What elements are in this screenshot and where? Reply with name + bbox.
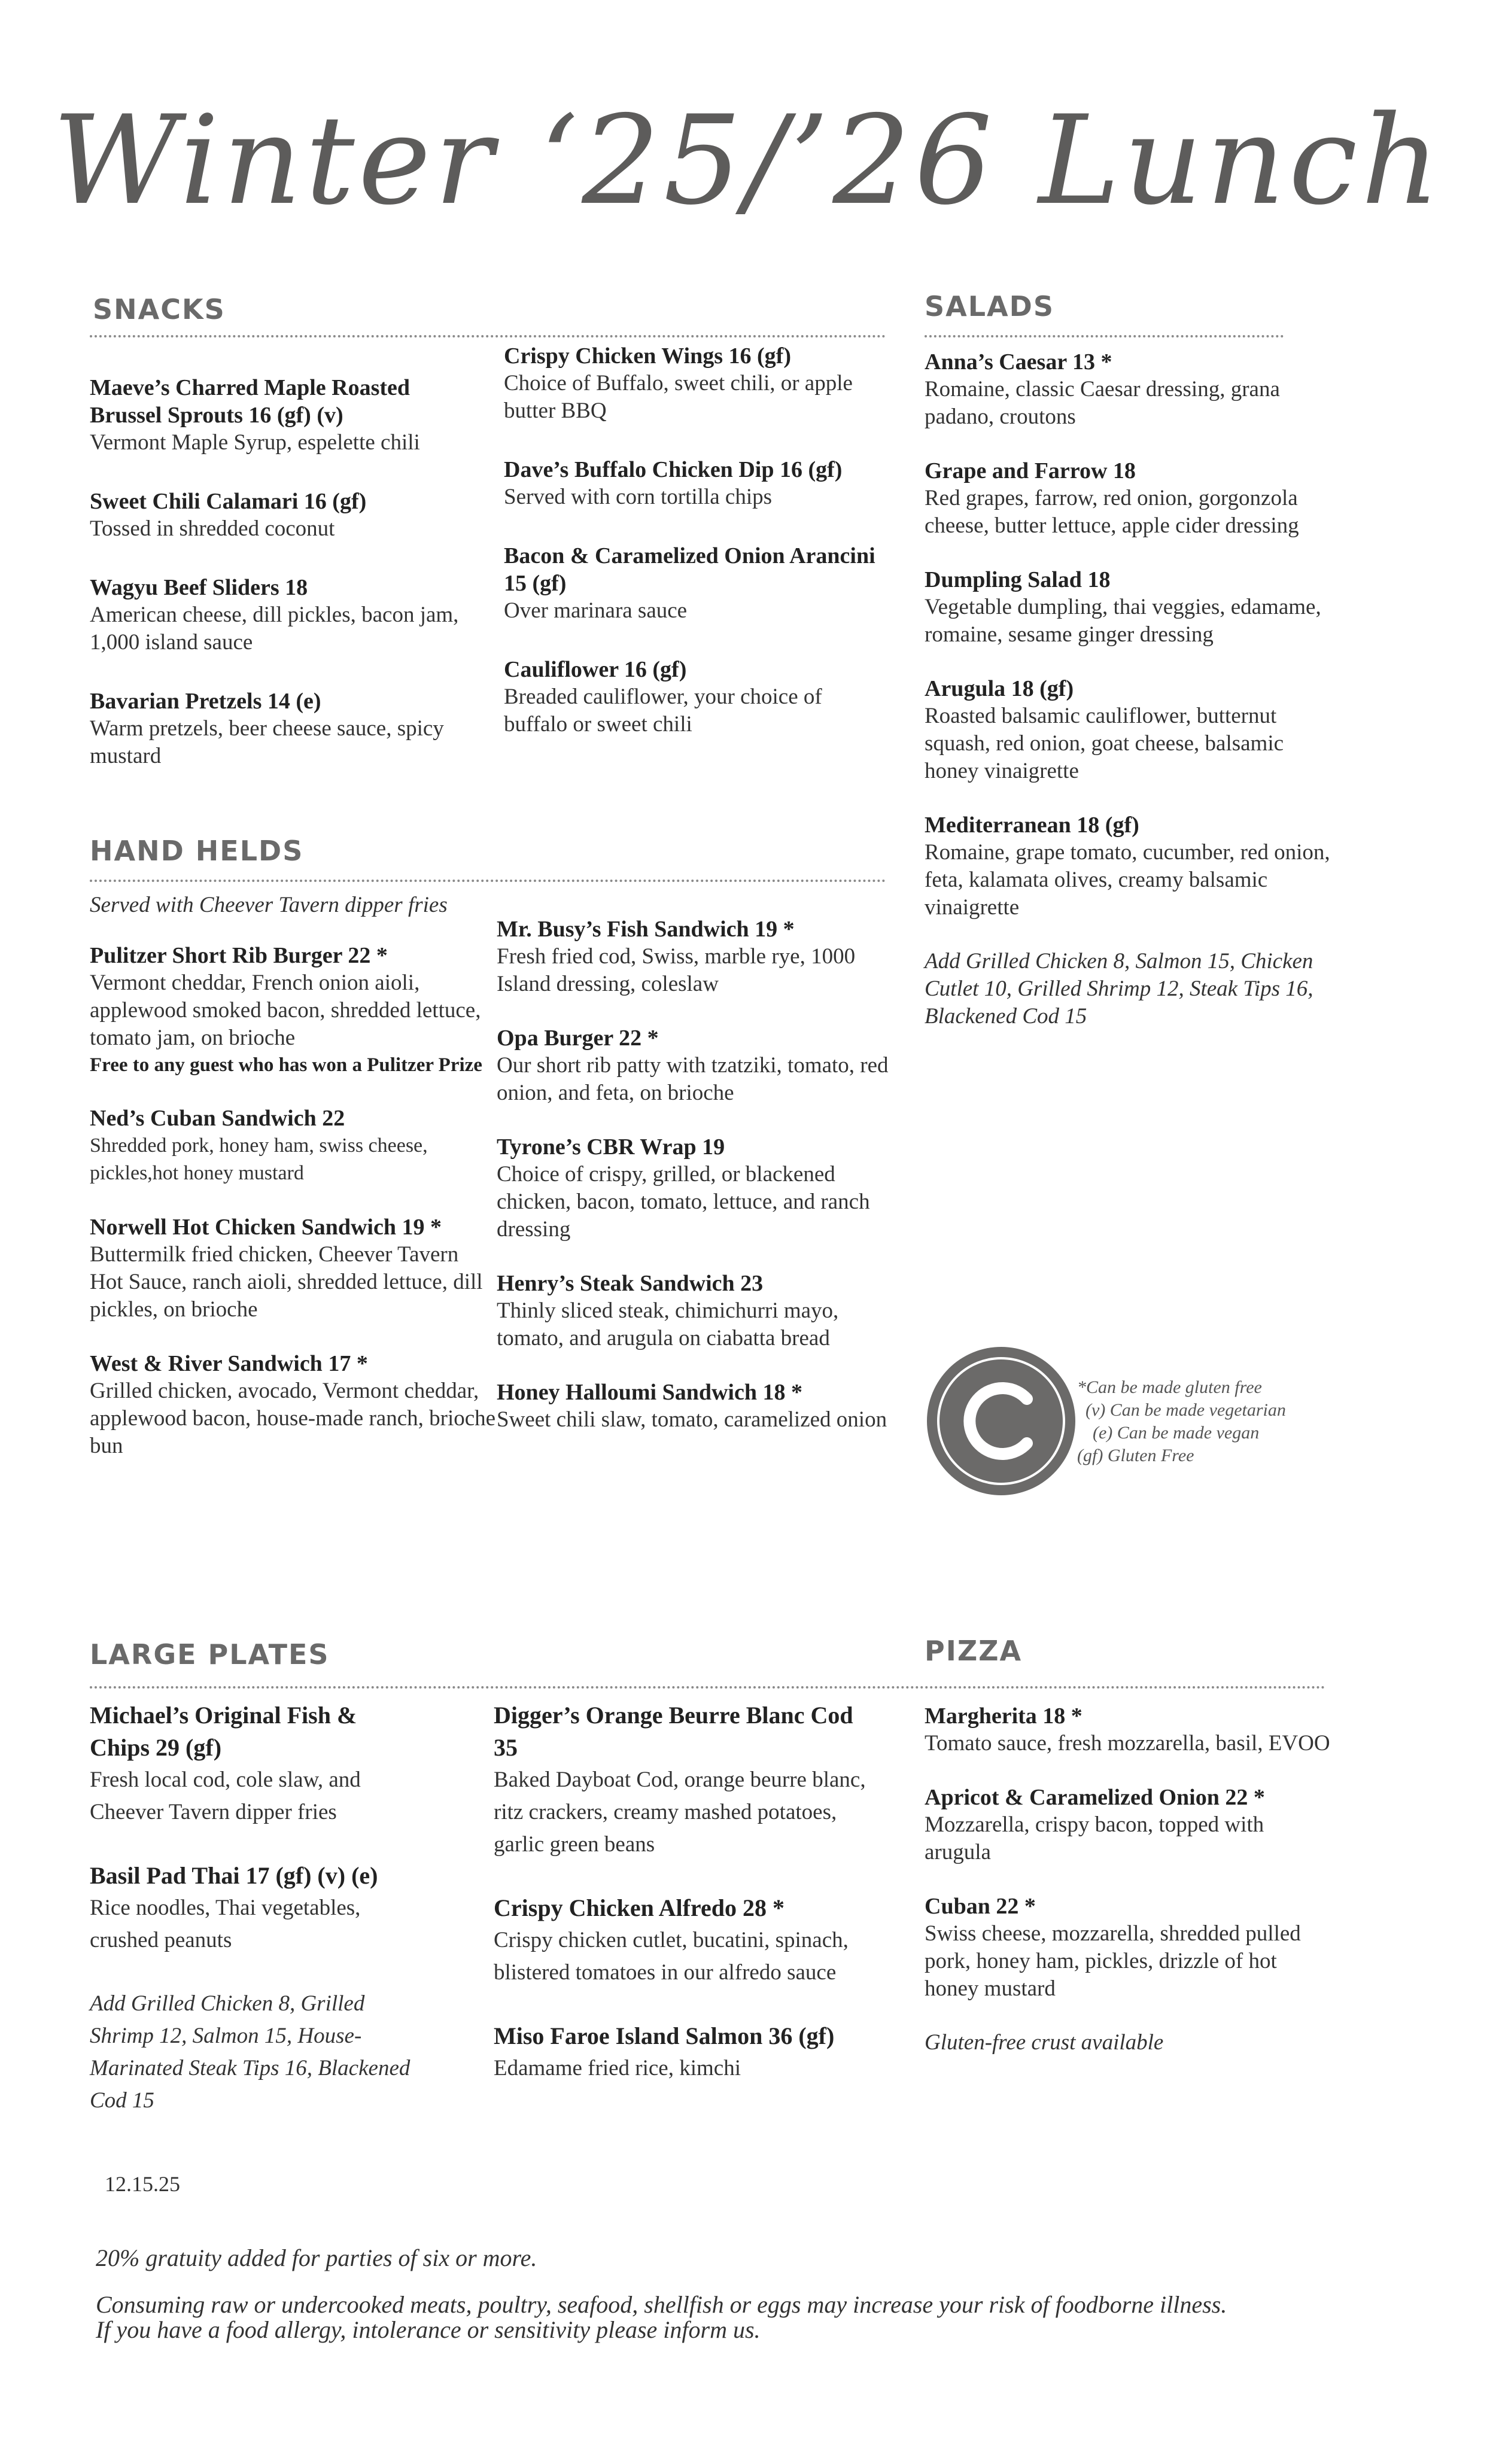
item-name: Cuban 22 *: [925, 1894, 1036, 1919]
menu-item: [90, 374, 485, 457]
item-name: Henry’s Steak Sandwich 23: [497, 1271, 764, 1296]
snacks-heading: SNACKS: [93, 293, 226, 326]
handhelds-subtitle: Served with Cheever Tavern dipper fries: [90, 893, 448, 917]
menu-item: [925, 1702, 1331, 1757]
item-description: Choice of Buffalo, sweet chili, or apple butter BBQ: [504, 371, 853, 423]
item-description: Baked Dayboat Cod, orange beurre blanc, ritz crackers, creamy mashed potatoes, garlic green beans: [494, 1768, 866, 1857]
handhelds-left-column: [90, 892, 497, 1491]
menu-item: [925, 348, 1331, 431]
pizza-heading: PIZZA: [925, 1635, 1023, 1667]
legend-line: (v) Can be made vegetarian: [1085, 1400, 1286, 1420]
largeplates-left-column: [90, 1699, 413, 2117]
item-description: Fresh local cod, cole slaw, and Cheever Tavern dipper fries: [90, 1768, 361, 1824]
salads-column: [925, 348, 1331, 1030]
item-name: Margherita 18 *: [925, 1703, 1083, 1729]
item-name: Cauliflower 16 (gf): [504, 657, 687, 682]
item-name: Apricot & Caramelized Onion 22 *: [925, 1785, 1265, 1810]
menu-item: [497, 915, 892, 998]
item-name: Anna’s Caesar 13 *: [925, 349, 1112, 375]
menu-item: [925, 566, 1331, 649]
item-promo: Free to any guest who has won a Pulitzer Prize: [90, 1054, 482, 1076]
item-name: Honey Halloumi Sandwich 18 *: [497, 1380, 802, 1405]
item-name: Wagyu Beef Sliders 18: [90, 575, 308, 600]
item-name: Arugula 18 (gf): [925, 676, 1074, 701]
item-description: Sweet chili slaw, tomato, caramelized onion: [497, 1407, 887, 1432]
item-name: Sweet Chili Calamari 16 (gf): [90, 489, 367, 514]
menu-item: [925, 1784, 1331, 1866]
largeplates-addons: Add Grilled Chicken 8, Grilled Shrimp 12, Salmon 15, House-Marinated Steak Tips 16, Blackened Cod 15: [90, 1991, 411, 2113]
snacks-divider: [90, 335, 886, 337]
item-name: Mr. Busy’s Fish Sandwich 19 *: [497, 917, 795, 942]
largeplates-pizza-divider: [90, 1686, 1325, 1689]
item-description: Breaded cauliflower, your choice of buffalo or sweet chili: [504, 685, 822, 737]
menu-item: [494, 2020, 877, 2085]
item-description: Served with corn tortilla chips: [504, 485, 773, 509]
item-description: Vegetable dumpling, thai veggies, edamame, romaine, sesame ginger dressing: [925, 595, 1321, 647]
menu-item: [497, 1379, 892, 1434]
dietary-legend: [1077, 1376, 1328, 1467]
pizza-note: Gluten-free crust available: [925, 2030, 1164, 2055]
item-description: Romaine, grape tomato, cucumber, red onion, feta, kalamata olives, creamy balsamic vinaigrette: [925, 840, 1330, 920]
snacks-left-column: [90, 374, 485, 801]
salad-addons: Add Grilled Chicken 8, Salmon 15, Chicken Cutlet 10, Grilled Shrimp 12, Steak Tips 16, Blackened Cod 15: [925, 949, 1313, 1029]
menu-item: [90, 1213, 497, 1324]
cheever-tavern-logo-icon: [926, 1346, 1076, 1496]
item-name: Maeve’s Charred Maple Roasted Brussel Sprouts 16 (gf) (v): [90, 375, 411, 428]
item-name: Digger’s Orange Beurre Blanc Cod 35: [494, 1702, 853, 1761]
item-name: Basil Pad Thai 17 (gf) (v) (e): [90, 1862, 378, 1889]
item-description: Warm pretzels, beer cheese sauce, spicy mustard: [90, 716, 444, 768]
menu-item: [925, 457, 1331, 540]
item-description: Crispy chicken cutlet, bucatini, spinach, blistered tomatoes in our alfredo sauce: [494, 1928, 849, 1985]
allergy-notice: If you have a food allergy, intolerance or sensitivity please inform us.: [96, 2316, 761, 2343]
pizza-column: [925, 1702, 1331, 2057]
item-description: Buttermilk fried chicken, Cheever Tavern Hot Sauce, ranch aioli, shredded lettuce, dill pickles, on brioche: [90, 1242, 483, 1322]
item-name: Ned’s Cuban Sandwich 22: [90, 1106, 345, 1131]
item-name: Bavarian Pretzels 14 (e): [90, 689, 321, 714]
menu-item: [90, 688, 485, 770]
menu-item: [90, 1105, 497, 1187]
largeplates-heading: LARGE PLATES: [90, 1638, 330, 1671]
salads-divider: [925, 335, 1284, 337]
snacks-right-column: [504, 342, 887, 769]
item-description: Romaine, classic Caesar dressing, grana padano, croutons: [925, 377, 1280, 429]
menu-item: [494, 1699, 877, 1861]
menu-item: [90, 1350, 497, 1460]
menu-item: [497, 1270, 892, 1352]
item-description: Over marinara sauce: [504, 598, 688, 623]
item-description: Edamame fried rice, kimchi: [494, 2056, 741, 2080]
item-name: Michael’s Original Fish & Chips 29 (gf): [90, 1702, 357, 1761]
menu-item: [925, 675, 1331, 785]
item-name: Bacon & Caramelized Onion Arancini 15 (gf): [504, 543, 875, 596]
menu-item: [497, 1024, 892, 1107]
menu-item: [497, 1133, 892, 1243]
item-name: Crispy Chicken Alfredo 28 *: [494, 1894, 785, 1921]
item-description: American cheese, dill pickles, bacon jam, 1,000 island sauce: [90, 603, 459, 655]
menu-item: [925, 811, 1331, 921]
item-description: Choice of crispy, grilled, or blackened chicken, bacon, tomato, lettuce, and ranch dressing: [497, 1162, 870, 1242]
handhelds-heading: HAND HELDS: [90, 835, 304, 867]
menu-item: [90, 574, 485, 656]
legend-line: *Can be made gluten free: [1077, 1377, 1262, 1397]
item-description: Tossed in shredded coconut: [90, 516, 335, 541]
item-description: Thinly sliced steak, chimichurri mayo, tomato, and arugula on ciabatta bread: [497, 1298, 839, 1350]
menu-item: [90, 1860, 413, 1957]
item-description: Swiss cheese, mozzarella, shredded pulled pork, honey ham, pickles, drizzle of hot honey mustard: [925, 1921, 1301, 2001]
item-name: West & River Sandwich 17 *: [90, 1351, 368, 1376]
menu-item: [925, 1893, 1331, 2003]
handhelds-right-column: [497, 915, 892, 1465]
item-name: Dave’s Buffalo Chicken Dip 16 (gf): [504, 457, 843, 482]
item-description: Mozzarella, crispy bacon, topped with arugula: [925, 1812, 1264, 1864]
menu-item: [504, 656, 887, 738]
handhelds-divider: [90, 880, 886, 882]
item-name: Opa Burger 22 *: [497, 1026, 659, 1051]
item-description: Our short rib patty with tzatziki, tomato, red onion, and feta, on brioche: [497, 1053, 889, 1105]
item-name: Mediterranean 18 (gf): [925, 813, 1139, 838]
item-description: Vermont Maple Syrup, espelette chili: [90, 430, 420, 455]
menu-item: [494, 1892, 877, 1989]
item-name: Miso Faroe Island Salmon 36 (gf): [494, 2022, 835, 2049]
item-description: Roasted balsamic cauliflower, butternut squash, red onion, goat cheese, balsamic honey vinaigrette: [925, 704, 1284, 783]
largeplates-right-column: [494, 1699, 877, 2116]
item-description: Shredded pork, honey ham, swiss cheese, pickles,hot honey mustard: [90, 1134, 428, 1184]
item-name: Dumpling Salad 18: [925, 567, 1111, 592]
menu-item: [504, 342, 887, 425]
item-name: Grape and Farrow 18: [925, 458, 1136, 483]
legend-line: (e) Can be made vegan: [1093, 1423, 1260, 1443]
menu-date: 12.15.25: [105, 2172, 180, 2196]
menu-title: Winter ‘25/’26 Lunch: [52, 90, 1444, 232]
salads-heading: SALADS: [925, 290, 1054, 323]
item-description: Fresh fried cod, Swiss, marble rye, 1000 Island dressing, coleslaw: [497, 944, 856, 996]
item-description: Vermont cheddar, French onion aioli, applewood smoked bacon, shredded lettuce, tomato jam, on brioche: [90, 971, 481, 1050]
item-description: Rice noodles, Thai vegetables, crushed peanuts: [90, 1896, 361, 1952]
item-description: Tomato sauce, fresh mozzarella, basil, EVOO: [925, 1731, 1330, 1756]
item-description: Red grapes, farrow, red onion, gorgonzola cheese, butter lettuce, apple cider dressing: [925, 486, 1299, 538]
menu-item: [504, 542, 887, 625]
menu-item: [504, 456, 887, 511]
food-safety-warning: Consuming raw or undercooked meats, poultry, seafood, shellfish or eggs may increase your risk of foodborne illness.: [96, 2291, 1227, 2318]
item-name: Norwell Hot Chicken Sandwich 19 *: [90, 1215, 442, 1240]
menu-item: [90, 488, 485, 543]
item-name: Pulitzer Short Rib Burger 22 *: [90, 943, 388, 968]
item-description: Grilled chicken, avocado, Vermont cheddar, applewood bacon, house-made ranch, brioche bun: [90, 1379, 496, 1458]
legend-line: (gf) Gluten Free: [1077, 1446, 1194, 1465]
item-name: Crispy Chicken Wings 16 (gf): [504, 343, 791, 369]
item-name: Tyrone’s CBR Wrap 19: [497, 1134, 725, 1160]
menu-item: [90, 942, 497, 1078]
menu-item: [90, 1699, 413, 1829]
gratuity-note: 20% gratuity added for parties of six or more.: [96, 2244, 537, 2271]
